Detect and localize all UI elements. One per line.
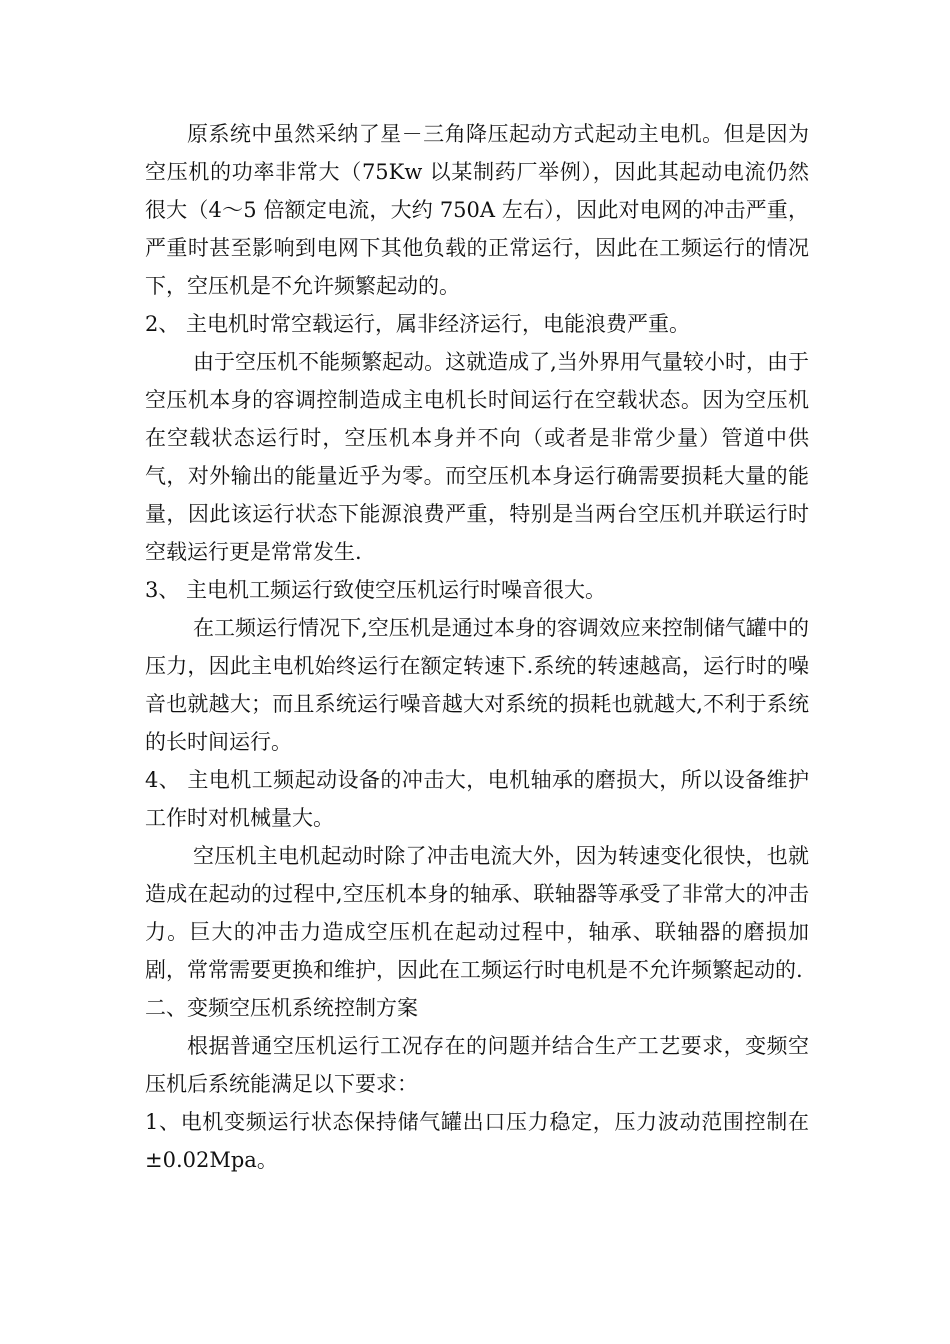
heading-item-4-bearing-wear: 4、 主电机工频起动设备的冲击大，电机轴承的磨损大，所以设备维护工作时对机械量大。 [145, 768, 809, 830]
paragraph-noise: 在工频运行情况下,空压机是通过本身的容调效应来控制储气罐中的压力，因此主电机始终运行在额定转速下.系统的转速越高，运行时的噪音也就越大；而且系统运行噪音越大对系统的损耗也就越大,不利于系统的长时间运行。 [145, 616, 809, 754]
section-heading-vfd-control-plan: 二、变频空压机系统控制方案 [145, 996, 418, 1020]
heading-item-2-no-load: 2、 主电机时常空载运行，属非经济运行，电能浪费严重。 [145, 312, 691, 336]
requirement-item-1: 1、电机变频运行状态保持储气罐出口压力稳定，压力波动范围控制在±0.02Mpa。 [145, 1110, 809, 1172]
document-body [145, 115, 809, 1179]
paragraph-star-delta-start: 原系统中虽然采纳了星－三角降压起动方式起动主电机。但是因为空压机的功率非常大（75Kw 以某制药厂举例），因此其起动电流仍然很大（4～5 倍额定电流，大约 750A 左右），因此对电网的冲击严重，严重时甚至影响到电网下其他负载的正常运行，因此在工频运行的情况下，空压机是不允许频繁起动的。 [145, 122, 809, 298]
paragraph-bearing-wear: 空压机主电机起动时除了冲击电流大外，因为转速变化很快，也就造成在起动的过程中,空压机本身的轴承、联轴器等承受了非常大的冲击力。巨大的冲击力造成空压机在起动过程中，轴承、联轴器的磨损加剧，常常需要更换和维护，因此在工频运行时电机是不允许频繁起动的. [145, 844, 809, 982]
paragraph-no-load-waste: 由于空压机不能频繁起动。这就造成了,当外界用气量较小时，由于空压机本身的容调控制造成主电机长时间运行在空载状态。因为空压机在空载状态运行时，空压机本身并不向（或者是非常少量）管道中供气，对外输出的能量近乎为零。而空压机本身运行确需要损耗大量的能量，因此该运行状态下能源浪费严重，特别是当两台空压机并联运行时空载运行更是常常发生. [145, 350, 809, 564]
heading-item-3-noise: 3、 主电机工频运行致使空压机运行时噪音很大。 [145, 578, 607, 602]
paragraph-requirements-intro: 根据普通空压机运行工况存在的问题并结合生产工艺要求，变频空压机后系统能满足以下要求： [145, 1034, 809, 1096]
